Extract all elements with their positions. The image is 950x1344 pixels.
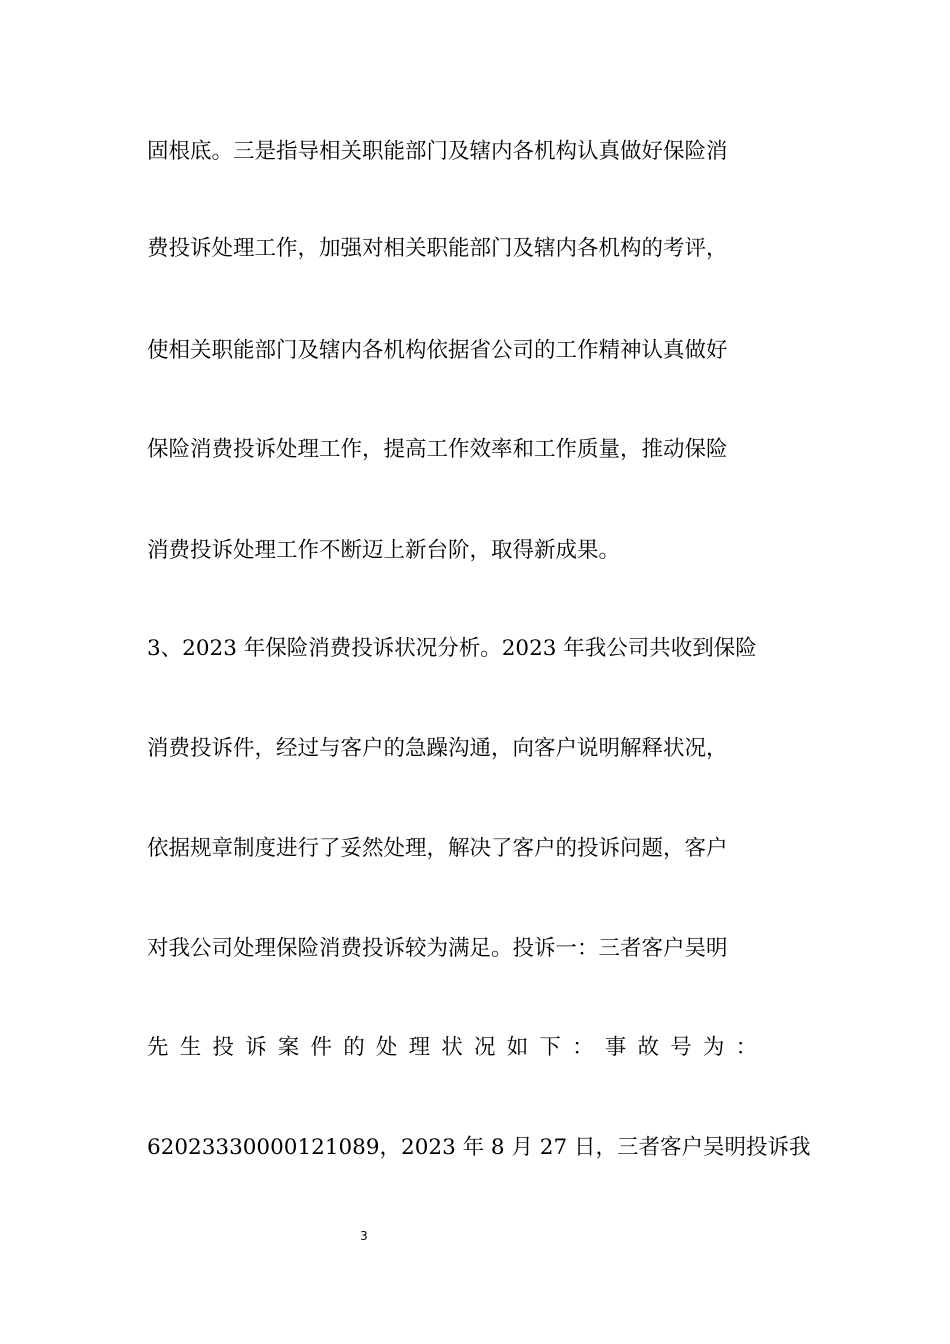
text-line-10: 先生投诉案件的处理状况如下：事故号为： [147,1035,769,1060]
text-line-1: 固根底。三是指导相关职能部门及辖内各机构认真做好保险消 [147,139,728,164]
text-line-11: 62023330000121089，2023 年 8 月 27 日，三者客户吴明投诉我 [147,1135,811,1160]
text-line-3: 使相关职能部门及辖内各机构依据省公司的工作精神认真做好 [147,338,728,363]
text-line-9: 对我公司处理保险消费投诉较为满足。投诉一：三者客户吴明 [147,936,728,961]
text-line-4: 保险消费投诉处理工作，提高工作效率和工作质量，推动保险 [147,437,728,462]
text-line-8: 依据规章制度进行了妥然处理，解决了客户的投诉问题，客户 [147,836,728,861]
page-number: 3 [360,1229,368,1243]
text-line-5: 消费投诉处理工作不断迈上新台阶，取得新成果。 [147,538,621,563]
text-line-7: 消费投诉件，经过与客户的急躁沟通，向客户说明解释状况， [147,736,728,761]
text-line-2: 费投诉处理工作，加强对相关职能部门及辖内各机构的考评， [147,236,728,261]
text-line-6: 3、2023 年保险消费投诉状况分析。2023 年我公司共收到保险 [147,636,757,661]
